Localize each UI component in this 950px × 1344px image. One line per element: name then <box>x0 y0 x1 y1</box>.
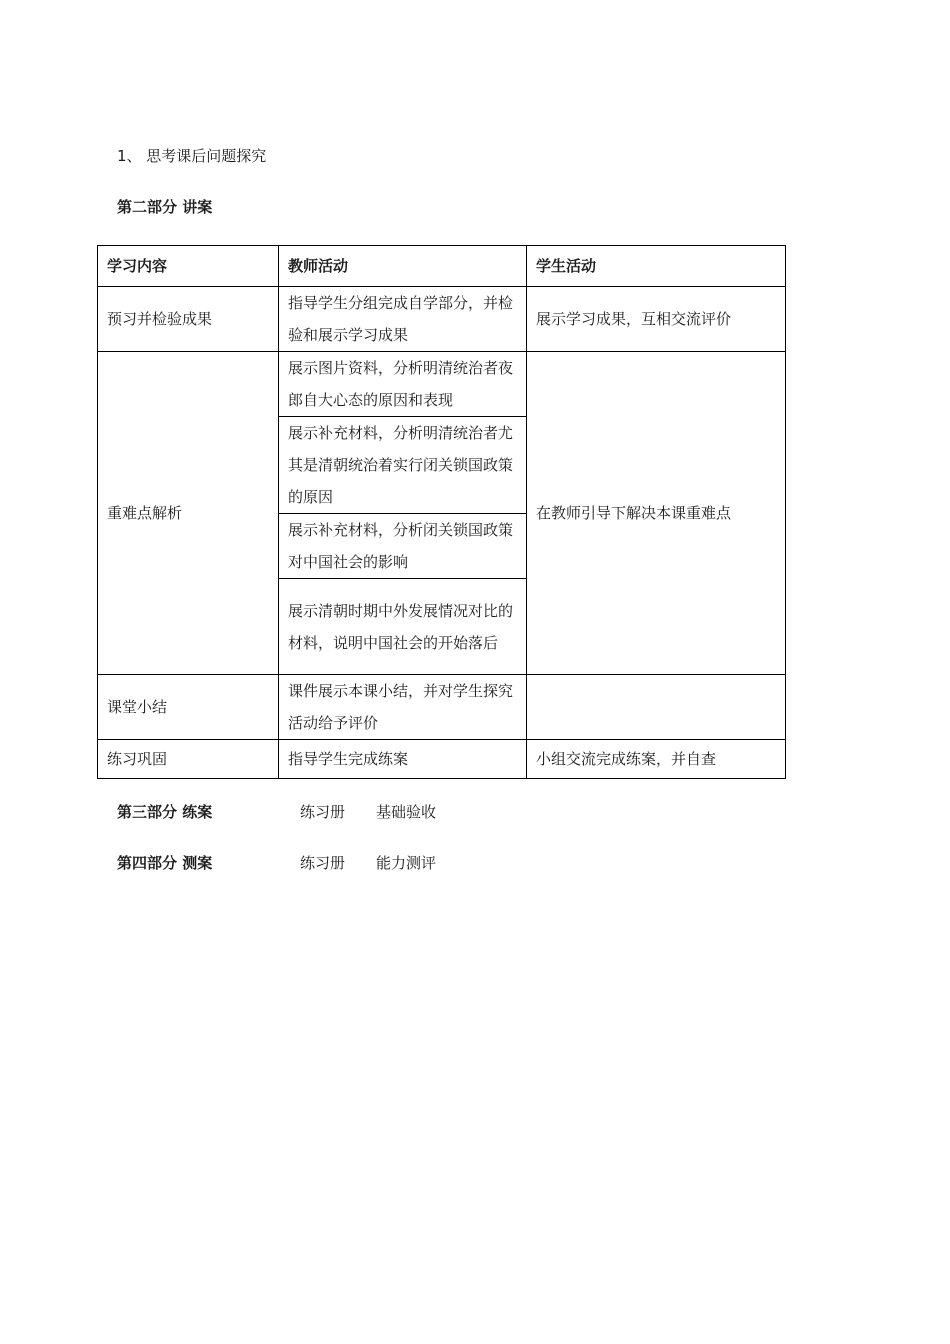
section-title-part4: 第四部分 测案 <box>117 854 213 872</box>
content-cell: 重难点解析 <box>98 352 279 675</box>
teacher-cell: 指导学生完成练案 <box>279 740 527 779</box>
student-cell: 在教师引导下解决本课重难点 <box>527 352 786 675</box>
teacher-cell: 展示图片资料，分析明清统治者夜郎自大心态的原因和表现 <box>279 352 527 417</box>
section-title-part3: 第三部分 练案 <box>117 803 213 821</box>
part3-item-basic: 基础验收 <box>376 803 437 821</box>
teacher-cell: 指导学生分组完成自学部分，并检验和展示学习成果 <box>279 287 527 352</box>
section-title-part2: 第二部分 讲案 <box>117 198 213 216</box>
column-header: 教师活动 <box>279 246 527 287</box>
question-item: 1、 思考课后问题探究 <box>117 147 267 165</box>
content-cell: 练习巩固 <box>98 740 279 779</box>
teacher-cell: 课件展示本课小结，并对学生探究活动给予评价 <box>279 675 527 740</box>
lesson-plan-table <box>97 245 786 779</box>
student-cell: 展示学习成果，互相交流评价 <box>527 287 786 352</box>
teacher-cell: 展示补充材料，分析明清统治者尤其是清朝统治着实行闭关锁国政策的原因 <box>279 417 527 514</box>
teacher-cell: 展示清朝时期中外发展情况对比的材料，说明中国社会的开始落后 <box>279 579 527 675</box>
student-cell: 小组交流完成练案，并自查 <box>527 740 786 779</box>
part4-item-ability: 能力测评 <box>376 854 437 872</box>
column-header: 学生活动 <box>527 246 786 287</box>
content-cell: 课堂小结 <box>98 675 279 740</box>
table-row <box>98 287 786 352</box>
table-row <box>98 740 786 779</box>
student-cell <box>527 675 786 740</box>
table-header-row <box>98 246 786 287</box>
column-header: 学习内容 <box>98 246 279 287</box>
teacher-cell: 展示补充材料，分析闭关锁国政策对中国社会的影响 <box>279 514 527 579</box>
table-row <box>98 675 786 740</box>
part4-item-workbook: 练习册 <box>300 854 346 872</box>
content-cell: 预习并检验成果 <box>98 287 279 352</box>
part3-item-workbook: 练习册 <box>300 803 346 821</box>
table-row <box>98 352 786 417</box>
